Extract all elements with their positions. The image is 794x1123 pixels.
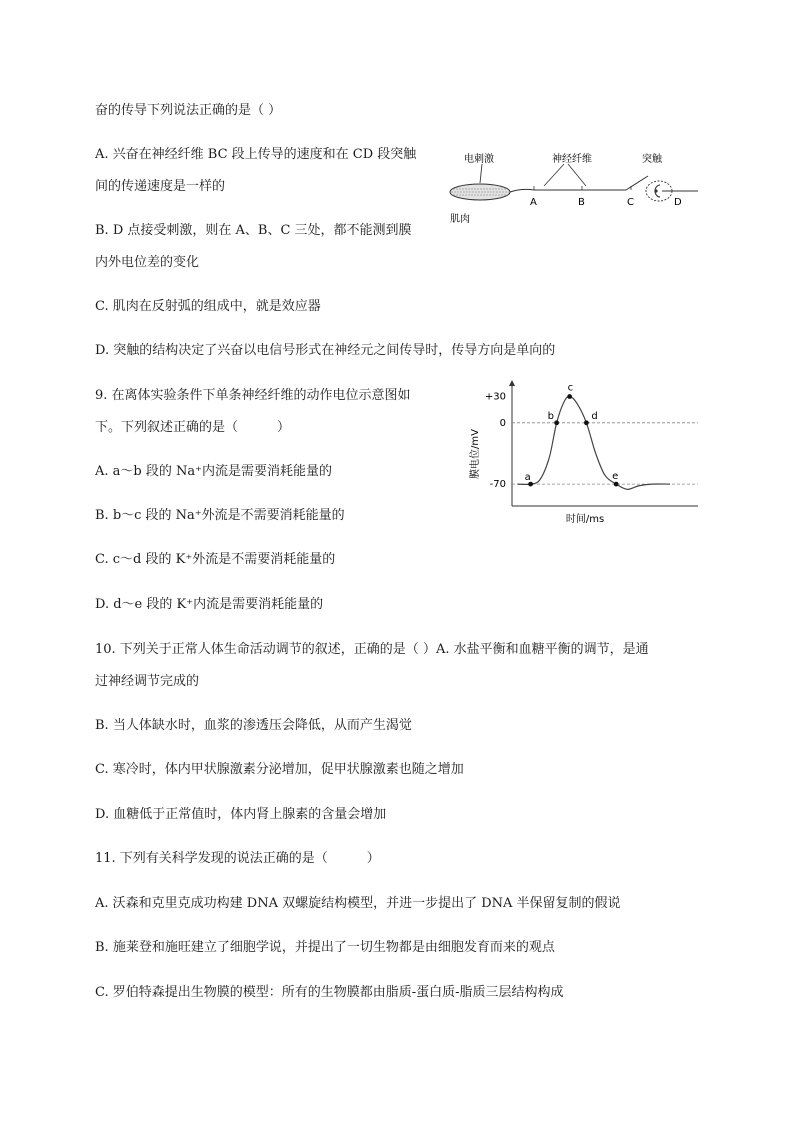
point-c-marker <box>567 394 572 399</box>
y-tick-label-1: 0 <box>499 417 506 429</box>
y-axis-label: 膜电位/mV <box>470 429 481 479</box>
q11-stem: 11. 下列有关科学发现的说法正确的是（ ） <box>95 851 380 866</box>
q10-option-c: C. 寒冷时，体内甲状腺激素分泌增加，促甲状腺激素也随之增加 <box>95 762 464 777</box>
point-b-marker <box>554 420 559 425</box>
fiber-label: 神经纤维 <box>552 154 592 165</box>
q11-option-b: B. 施莱登和施旺建立了细胞学说，并提出了一切生物都是由细胞发育而来的观点 <box>95 940 555 955</box>
point-a-label: A <box>530 197 537 208</box>
point-c-label: c <box>567 382 574 394</box>
action-potential-chart <box>450 376 702 528</box>
y-tick-label-0: +30 <box>484 391 506 403</box>
point-b-label: B <box>578 197 585 208</box>
q9-option-b: B. b～c 段的 Na⁺外流是不需要消耗能量的 <box>95 508 345 523</box>
y-tick-label-2: -70 <box>489 479 506 491</box>
q8-option-c: C. 肌肉在反射弧的组成中，就是效应器 <box>95 299 321 314</box>
point-c-label: C <box>627 197 634 208</box>
q8-option-b-line2: 内外电位差的变化 <box>95 255 200 270</box>
q9-stem-line1: 9. 在离体实验条件下单条神经纤维的动作电位示意图如 <box>95 388 411 403</box>
x-axis-label: 时间/ms <box>565 514 605 525</box>
q10-line2: 过神经调节完成的 <box>95 674 200 689</box>
q10-option-b: B. 当人体缺水时，血浆的渗透压会降低，从而产生渴觉 <box>95 718 412 733</box>
q10-option-d: D. 血糖低于正常值时，体内肾上腺素的含量会增加 <box>95 807 387 822</box>
q11-option-c: C. 罗伯特森提出生物膜的模型：所有的生物膜都由脂质-蛋白质-脂质三层结构构成 <box>95 985 564 1000</box>
point-d-label: d <box>591 410 598 422</box>
y-axis-arrow <box>509 380 515 386</box>
point-e-label: e <box>612 471 619 483</box>
q8-stem-tail: 奋的传导下列说法正确的是（ ） <box>95 103 282 118</box>
q10-line1: 10. 下列关于正常人体生命活动调节的叙述，正确的是（ ）A. 水盐平衡和血糖平衡的调节，是通 <box>95 642 649 657</box>
reflex-arc-figure <box>436 142 704 234</box>
q8-option-a-line2: 间的传递速度是一样的 <box>95 179 226 194</box>
q9-option-d: D. d～e 段的 K⁺内流是需要消耗能量的 <box>95 597 324 612</box>
q8-option-d: D. 突触的结构决定了兴奋以电信号形式在神经元之间传导时，传导方向是单向的 <box>95 343 556 358</box>
stimulus-pointer <box>480 164 482 183</box>
synapse-label: 突触 <box>642 154 662 165</box>
q9-option-a: A. a～b 段的 Na⁺内流是需要消耗能量的 <box>95 464 332 479</box>
point-a-label: a <box>524 472 531 484</box>
q11-option-a: A. 沃森和克里克成功构建 DNA 双螺旋结构模型，并进一步提出了 DNA 半保留复制的假说 <box>95 896 621 911</box>
muscle-label: 肌肉 <box>450 214 470 225</box>
point-b-label: b <box>547 410 554 422</box>
q9-option-c: C. c～d 段的 K⁺外流是不需要消耗能量的 <box>95 552 336 567</box>
point-d-label: D <box>674 197 682 208</box>
q8-option-b-line1: B. D 点接受刺激，则在 A、B、C 三处，都不能测到膜 <box>95 223 412 238</box>
q9-stem-line2: 下。下列叙述正确的是（ ） <box>95 420 291 435</box>
q8-option-a-line1: A. 兴奋在神经纤维 BC 段上传导的速度和在 CD 段突触 <box>95 147 417 162</box>
stimulus-label: 电刺激 <box>464 154 494 165</box>
point-e-marker <box>614 482 619 487</box>
point-d-marker <box>584 420 589 425</box>
